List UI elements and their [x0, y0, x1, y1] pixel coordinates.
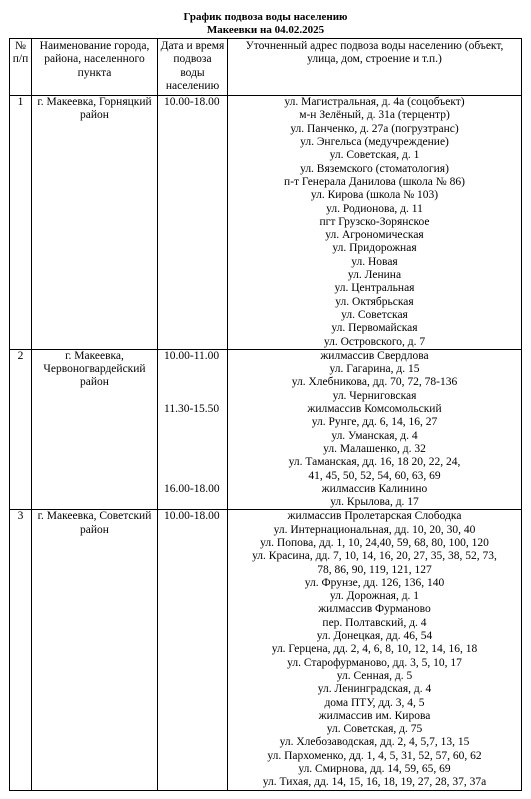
- delivery-time: 10.00-11.00: [164, 349, 220, 362]
- address-line: ул. Гагарина, д. 15: [329, 363, 420, 376]
- table-body: [10, 96, 522, 790]
- address-line: ул. Родионова, д. 11: [326, 202, 423, 215]
- row-address-cell: [228, 96, 522, 350]
- header-city: Наименование города, района, населенного пункта: [32, 39, 158, 96]
- address-line: ул. Островского, д. 7: [323, 335, 426, 348]
- row-time-cell: [158, 349, 228, 510]
- address-line: ул. Тихая, дд. 14, 15, 16, 18, 19, 27, 28, 37, 37а: [262, 776, 487, 789]
- address-line: ул. Хлебозаводская, дд. 2, 4, 5,7, 13, 15: [279, 736, 470, 749]
- address-line: жилмассив Пролетарская Слободка: [287, 510, 462, 523]
- address-line: жилмассив Калинино: [321, 482, 428, 495]
- address-line: пгт Грузско-Зорянское: [319, 215, 430, 228]
- address-line: ул. Малашенко, д. 32: [323, 442, 426, 455]
- address-line: жилмассив Фурманово: [318, 603, 431, 616]
- row-number: 1: [10, 96, 32, 350]
- delivery-time: [160, 416, 225, 429]
- header-time: Дата и время подвоза воды населению: [158, 39, 228, 96]
- address-line: жилмассив Свердлова: [320, 349, 429, 362]
- address-line: ул. Хлебникова, дд. 70, 72, 78-136: [291, 376, 458, 389]
- address-line: ул. Пархоменко, дд. 1, 4, 5, 31, 52, 57, 60, 62: [267, 749, 482, 762]
- delivery-time: [160, 363, 225, 376]
- delivery-time: [160, 496, 225, 509]
- address-line: ул. Ленинградская, д. 4: [317, 683, 432, 696]
- delivery-time: 10.00-18.00: [164, 96, 220, 109]
- delivery-time: [160, 376, 225, 389]
- address-line: ул. Красина, дд. 7, 10, 14, 16, 20, 27, 35, 38, 52, 73,: [252, 550, 497, 563]
- address-line: ул. Энгельса (медучреждение): [300, 136, 449, 149]
- address-line: дома ПТУ, дд. 3, 4, 5: [324, 696, 425, 709]
- row-address-cell: [228, 349, 522, 510]
- title-line-1: График подвоза воды населению: [183, 11, 348, 23]
- delivery-time: [160, 390, 225, 403]
- address-line: ул. Дорожная, д. 1: [329, 590, 420, 603]
- address-line: пер. Полтавский, д. 4: [322, 616, 427, 629]
- table-row: [10, 349, 522, 510]
- address-line: 78, 86, 90, 119, 121, 127: [317, 563, 432, 576]
- address-line: ул. Таманская, дд. 16, 18 20, 22, 24,: [288, 456, 461, 469]
- delivery-time: [160, 443, 225, 456]
- address-line: ул. Смирнова, дд. 14, 59, 65, 69: [298, 763, 451, 776]
- address-line: ул. Агрономическая: [325, 229, 424, 242]
- delivery-time: [160, 456, 225, 469]
- address-line: ул. Первомайская: [331, 322, 418, 335]
- delivery-time: 10.00-18.00: [164, 510, 220, 523]
- header-address: Уточненный адрес подвоза воды населению (объект, улица, дом, строение и т.п.): [228, 39, 522, 96]
- address-line: м-н Зелёный, д. 31а (терцентр): [299, 109, 450, 122]
- address-line: ул. Донецкая, дд. 46, 54: [316, 630, 433, 643]
- water-schedule-table: [9, 38, 522, 791]
- row-city-district: г. Макеевка, Червоногвардейский район: [32, 349, 158, 510]
- address-line: ул. Октябрьская: [335, 295, 414, 308]
- delivery-time: 11.30-15.50: [164, 403, 220, 416]
- document-title: [0, 11, 531, 37]
- delivery-time: [160, 470, 225, 483]
- row-time-cell: [158, 96, 228, 350]
- address-line: ул. Центральная: [334, 282, 415, 295]
- address-line: ул. Фрунзе, дд. 126, 136, 140: [304, 576, 445, 589]
- table-row: [10, 510, 522, 790]
- row-address-cell: [228, 510, 522, 790]
- row-number: 3: [10, 510, 32, 790]
- delivery-time: [160, 430, 225, 443]
- address-line: ул. Придорожная: [332, 242, 417, 255]
- address-line: ул. Вяземского (стоматология): [300, 162, 449, 175]
- address-line: жилмассив Комсомольский: [307, 403, 442, 416]
- address-line: ул. Ленина: [347, 269, 402, 282]
- address-line: ул. Советская, д. 75: [326, 723, 423, 736]
- row-time-cell: [158, 510, 228, 790]
- address-line: ул. Кирова (школа № 103): [310, 189, 439, 202]
- address-line: ул. Попова, дд. 1, 10, 24,40, 59, 68, 80, 100, 120: [260, 536, 489, 549]
- title-line-2: Макеевки на 04.02.2025: [206, 24, 325, 36]
- table-header-row: [10, 39, 522, 96]
- address-line: 41, 45, 50, 52, 54, 60, 63, 69: [308, 469, 441, 482]
- address-line: ул. Магистральная, д. 4а (соцобъект): [284, 96, 465, 109]
- address-line: ул. Сенная, д. 5: [336, 669, 413, 682]
- address-line: ул. Рунге, дд. 6, 14, 16, 27: [311, 416, 438, 429]
- address-line: жилмассив им. Кирова: [318, 709, 431, 722]
- address-line: ул. Советская: [341, 308, 408, 321]
- address-line: ул. Крылова, д. 17: [330, 496, 419, 509]
- address-line: ул. Черниговская: [332, 389, 417, 402]
- address-line: п-т Генерала Данилова (школа № 86): [284, 175, 465, 188]
- delivery-time: 16.00-18.00: [164, 482, 220, 495]
- header-num: № п/п: [10, 39, 32, 96]
- address-line: ул. Старофурманово, дд. 3, 5, 10, 17: [287, 656, 462, 669]
- address-line: ул. Герцена, дд. 2, 4, 6, 8, 10, 12, 14, 16, 18: [271, 643, 478, 656]
- row-city-district: г. Макеевка, Советский район: [32, 510, 158, 790]
- row-number: 2: [10, 349, 32, 510]
- address-line: ул. Интернациональная, дд. 10, 20, 30, 40: [273, 523, 476, 536]
- address-line: ул. Советская, д. 1: [329, 149, 420, 162]
- address-line: ул. Уманская, д. 4: [331, 429, 418, 442]
- table-row: [10, 96, 522, 350]
- address-line: ул. Панченко, д. 27а (погрузтранс): [290, 122, 459, 135]
- row-city-district: г. Макеевка, Горняцкий район: [32, 96, 158, 350]
- address-line: ул. Новая: [351, 255, 398, 268]
